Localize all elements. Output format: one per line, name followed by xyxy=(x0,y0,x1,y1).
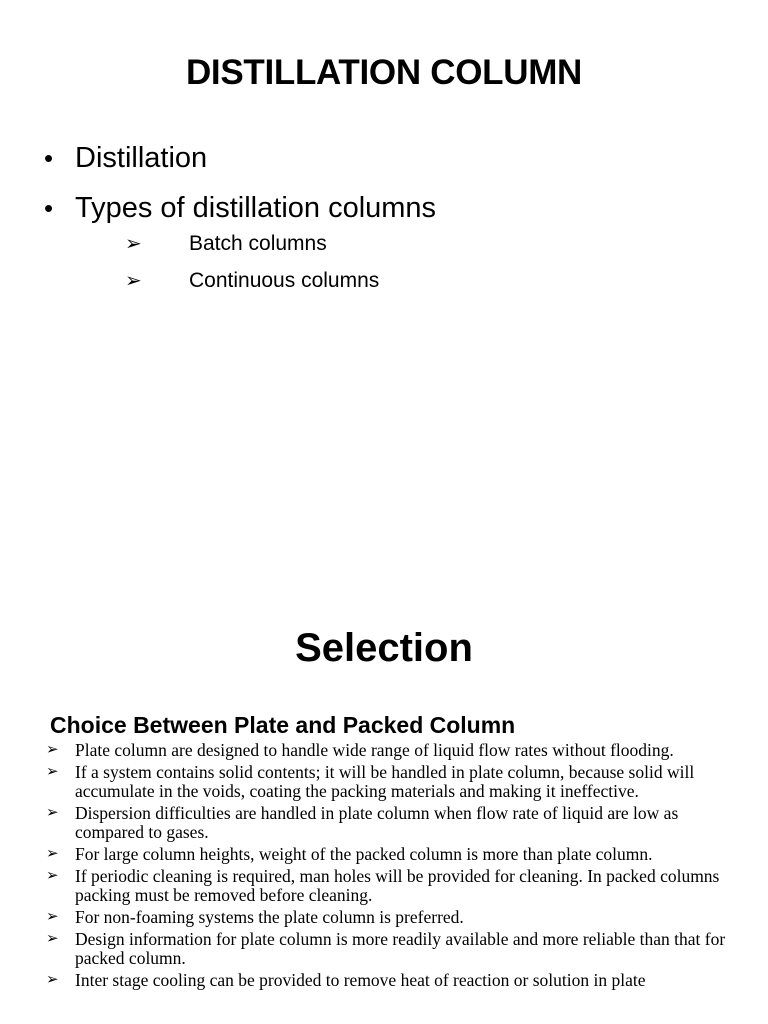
point-item xyxy=(46,763,736,801)
point-item xyxy=(46,971,736,990)
bullet-list xyxy=(44,140,436,308)
point-text: Plate column are designed to handle wide range of liquid flow rates without flooding. xyxy=(75,740,674,760)
arrow-bullet-icon: ➢ xyxy=(46,764,59,780)
point-item xyxy=(46,908,736,927)
arrow-bullet-icon: ➢ xyxy=(46,868,59,884)
sub-bullet-text: Batch columns xyxy=(189,232,327,255)
arrow-bullet-icon: ➢ xyxy=(125,233,142,255)
slide-selection xyxy=(0,512,768,1024)
point-text: Dispersion difficulties are handled in plate column when flow rate of liquid are low as compared to gases. xyxy=(75,803,679,842)
sub-bullet-text: Continuous columns xyxy=(189,269,380,292)
point-item xyxy=(46,741,736,760)
bullet-dot-icon: • xyxy=(44,143,54,173)
point-list xyxy=(46,741,736,993)
bullet-item xyxy=(44,140,436,176)
arrow-bullet-icon: ➢ xyxy=(46,846,59,862)
bullet-text: Types of distillation columns xyxy=(75,192,437,224)
bullet-text: Distillation xyxy=(75,142,208,174)
sub-bullet-list xyxy=(125,230,436,294)
slide-title: DISTILLATION COLUMN xyxy=(185,53,583,92)
point-text: If periodic cleaning is required, man holes will be provided for cleaning. In packed columns packing must be removed before cleaning. xyxy=(75,866,720,905)
arrow-bullet-icon: ➢ xyxy=(46,931,59,947)
bullet-dot-icon: • xyxy=(44,193,54,223)
point-text: Design information for plate column is more readily available and more reliable than that for packed column. xyxy=(75,929,726,968)
bullet-item xyxy=(44,190,436,294)
slide-title: Selection xyxy=(295,626,473,670)
slide-subtitle: Choice Between Plate and Packed Column xyxy=(50,712,516,738)
point-text: For non-foaming systems the plate column is preferred. xyxy=(75,907,464,927)
point-item xyxy=(46,804,736,842)
arrow-bullet-icon: ➢ xyxy=(46,742,59,758)
arrow-bullet-icon: ➢ xyxy=(46,805,59,821)
sub-bullet-item xyxy=(125,230,436,257)
arrow-bullet-icon: ➢ xyxy=(46,909,59,925)
arrow-bullet-icon: ➢ xyxy=(46,972,59,988)
point-item xyxy=(46,845,736,864)
point-text: For large column heights, weight of the packed column is more than plate column. xyxy=(75,844,653,864)
point-item xyxy=(46,867,736,905)
arrow-bullet-icon: ➢ xyxy=(125,270,142,292)
sub-bullet-item xyxy=(125,267,436,294)
point-text: Inter stage cooling can be provided to remove heat of reaction or solution in plate xyxy=(75,970,646,990)
point-item xyxy=(46,930,736,968)
point-text: If a system contains solid contents; it will be handled in plate column, because solid will accumulate in the voids, coating the packing materials and making it ineffective. xyxy=(75,762,695,801)
